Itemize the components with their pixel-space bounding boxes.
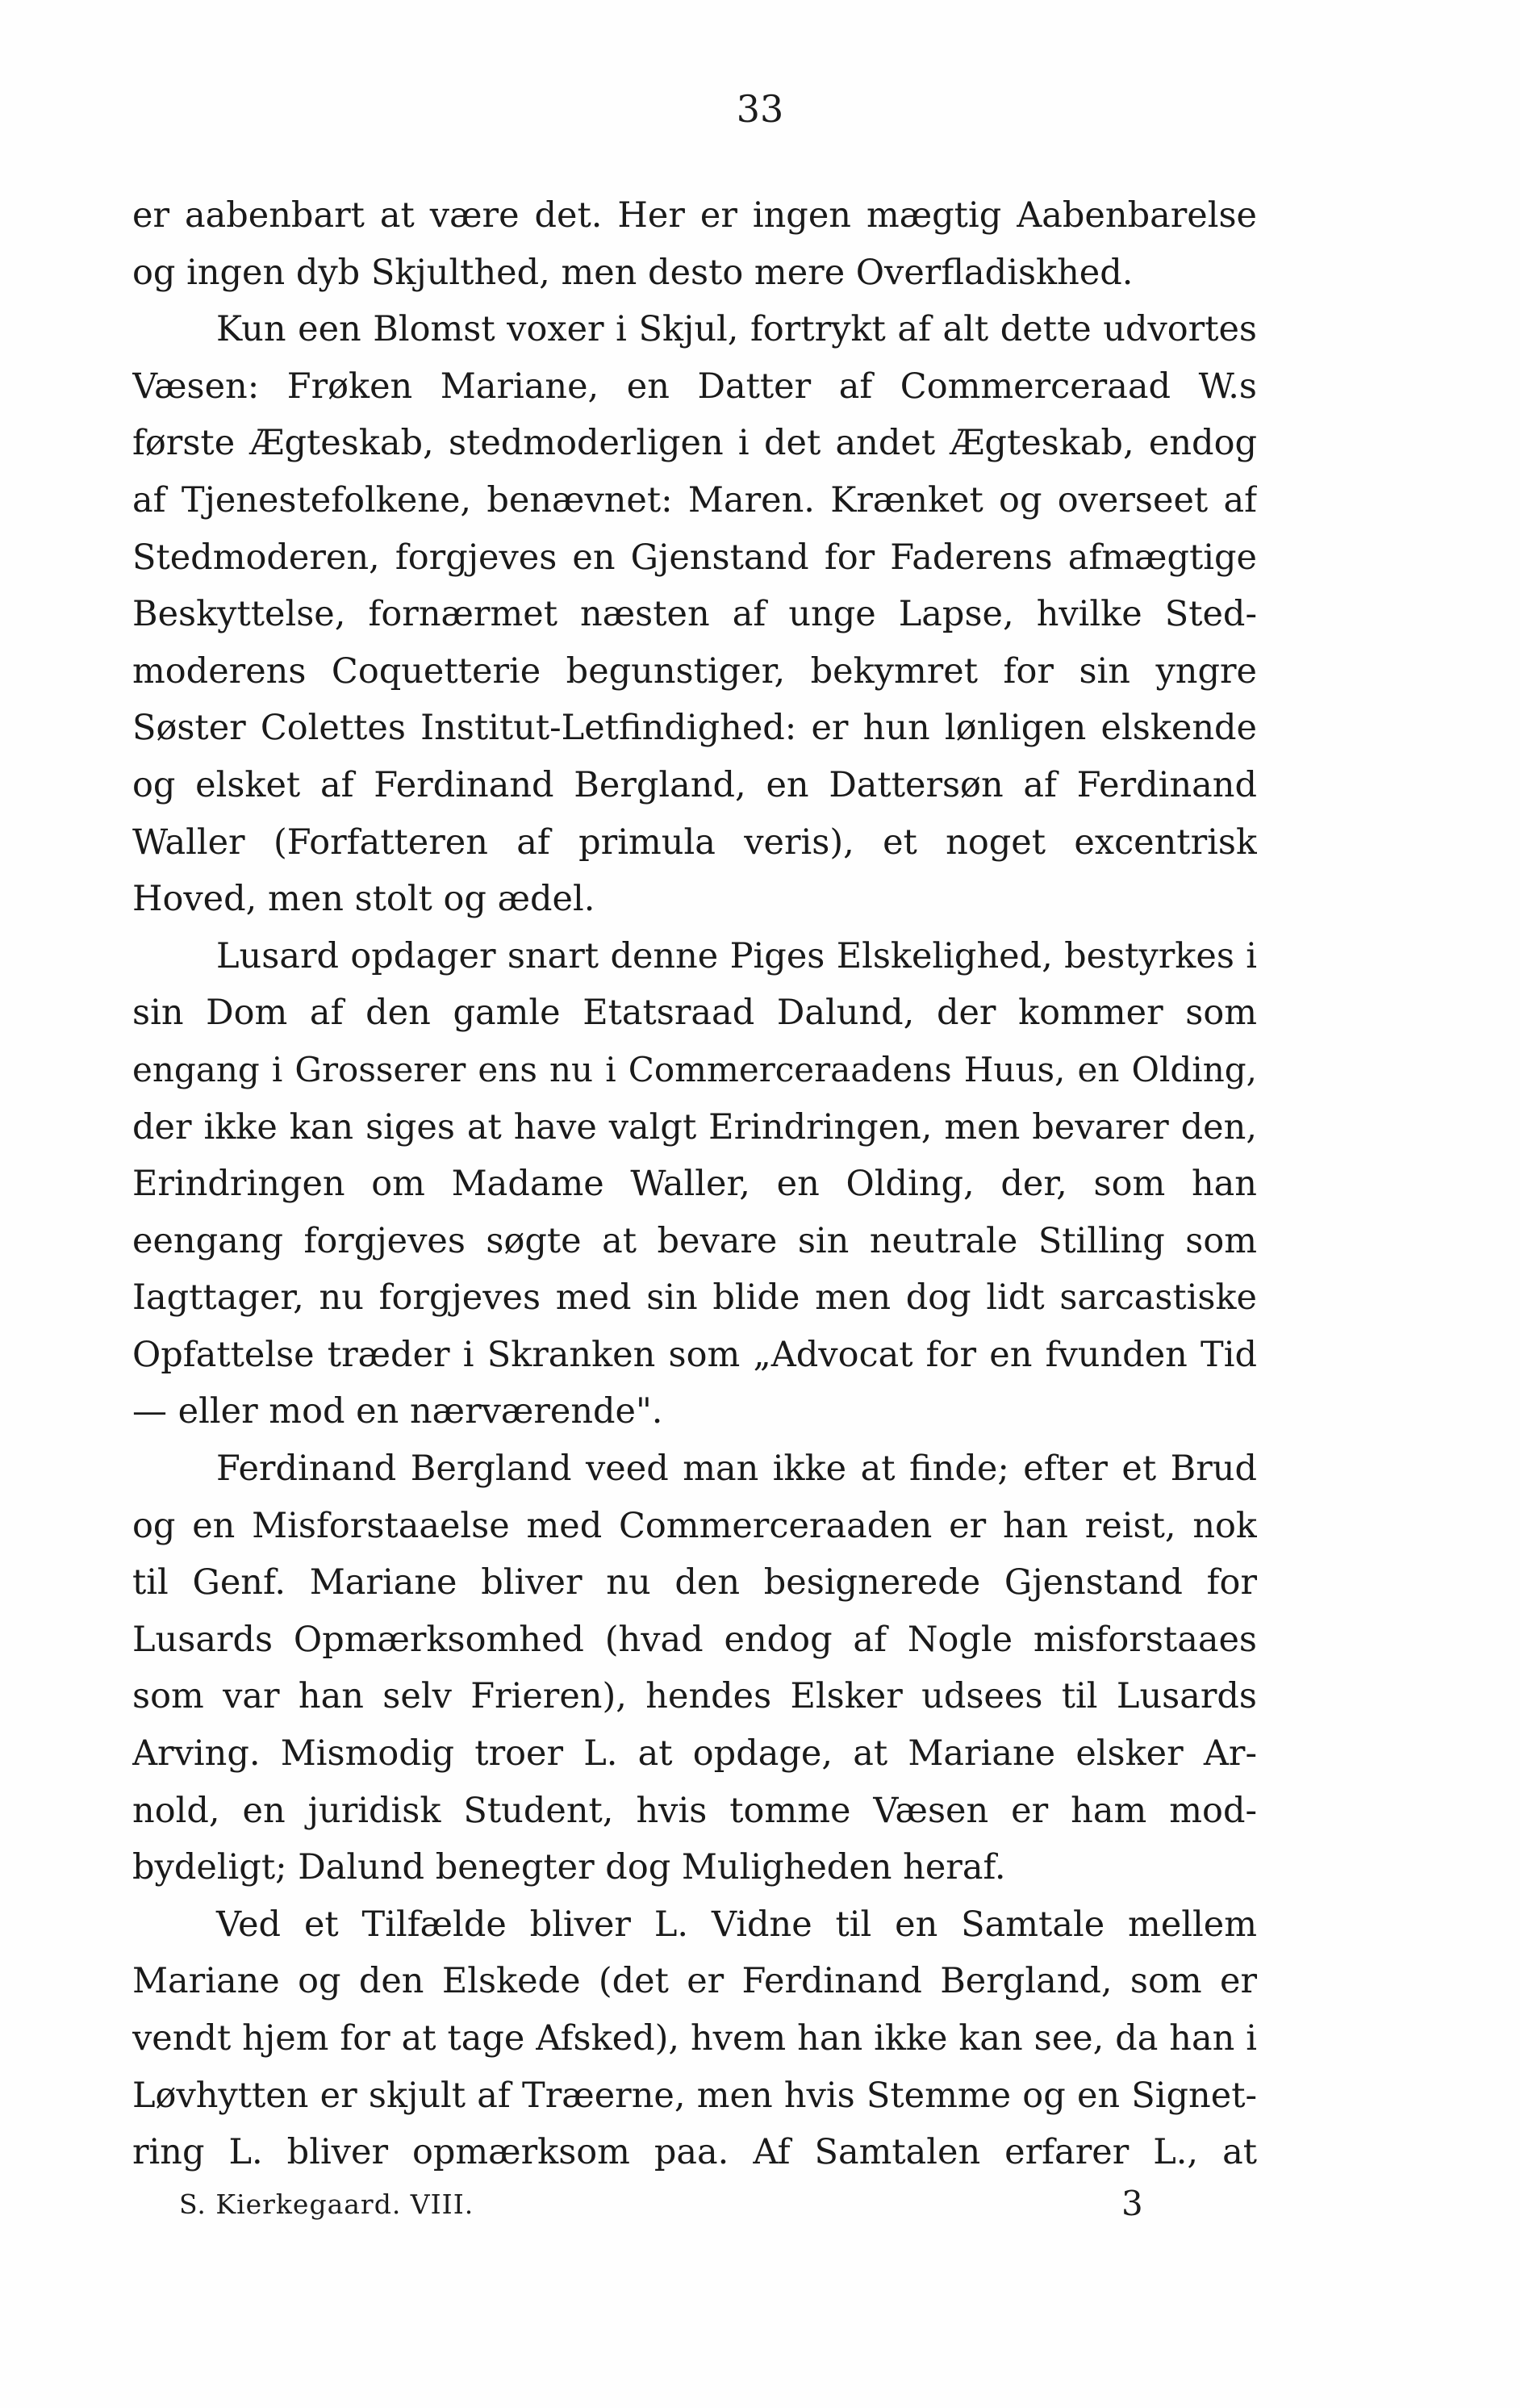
text-line: Mariane og den Elskede (det er Ferdinand Bergland, som er [132,1961,1257,2002]
text-line: Løvhytten er skjult af Træerne, men hvis Stemme og en Signet- [132,2075,1257,2116]
text-line: engang i Grosserer ens nu i Commerceraadens Huus, en Olding, [132,1049,1257,1089]
text-line: Arving. Mismodig troer L. at opdage, at Mariane elsker Ar- [132,1733,1257,1775]
text-line: ring L. bliver opmærksom paa. Af Samtalen erfarer L., at [132,2132,1257,2173]
text-line: moderens Coquetterie begunstiger, bekymret for sin yngre [132,650,1257,692]
text-line: som var han selv Frieren), hendes Elsker udsees til Lusards [132,1676,1257,1717]
text-line: eengang forgjeves søgte at bevare sin neutrale Stilling som [132,1220,1257,1261]
text-line: og ingen dyb Skjulthed, men desto mere Overfladiskhed. [132,252,1134,293]
text-line: Lusards Opmærksomhed (hvad endog af Nogle misforstaaes [132,1619,1257,1660]
text-line: Væsen: Frøken Mariane, en Datter af Commerceraad W.s [132,366,1257,407]
text-line: Stedmoderen, forgjeves en Gjenstand for Faderens afmægtige [132,537,1257,578]
text-line: Ferdinand Bergland veed man ikke at finde; efter et Brud [216,1449,1257,1490]
text-line: Ved et Tilfælde bliver L. Vidne til en Samtale mellem [216,1904,1257,1945]
text-line: vendt hjem for at tage Afsked), hvem han ikke kan see, da han i [132,2018,1257,2059]
text-line: bydeligt; Dalund benegter dog Muligheden heraf. [132,1847,1006,1888]
text-line: til Genf. Mariane bliver nu den besignerede Gjenstand for [132,1562,1257,1603]
text-line: Hoved, men stolt og ædel. [132,879,595,920]
text-line: nold, en juridisk Student, hvis tomme Væsen er ham mod- [132,1790,1257,1831]
text-line: Beskyttelse, fornærmet næsten af unge Lapse, hvilke Sted- [132,594,1257,635]
page-number: 33 [736,87,784,131]
footer-sheet-number: 3 [1121,2184,1143,2223]
text-line: af Tjenestefolkene, benævnet: Maren. Krænket og overseet af [132,479,1257,520]
text-line: Iagttager, nu forgjeves med sin blide men dog lidt sarcastiske [132,1277,1257,1319]
text-line: og elsket af Ferdinand Bergland, en Dattersøn af Ferdinand [132,764,1257,805]
text-line: Opfattelse træder i Skranken som „Advocat for en fvunden Tid [132,1334,1257,1375]
text-line: Lusard opdager snart denne Piges Elskelighed, bestyrkes i [216,935,1257,976]
text-line: og en Misforstaaelse med Commerceraaden er han reist, nok [132,1505,1257,1546]
text-line: første Ægteskab, stedmoderligen i det andet Ægteskab, endog [132,423,1257,464]
text-line: der ikke kan siges at have valgt Erindringen, men bevarer den, [132,1106,1257,1148]
text-line: sin Dom af den gamle Etatsraad Dalund, der kommer som [132,993,1257,1034]
body-text [132,187,1257,2181]
text-line: — eller mod en nærværende". [132,1391,663,1432]
text-line: Søster Colettes Institut-Letfindighed: er hun lønligen elskende [132,708,1257,749]
footer-signature: S. Kierkegaard. VIII. [179,2189,474,2220]
text-line: Erindringen om Madame Waller, en Olding, der, som han [132,1164,1257,1205]
text-line: Kun een Blomst voxer i Skjul, fortrykt af alt dette udvortes [216,309,1257,350]
text-line: Waller (Forfatteren af primula veris), et noget excentrisk [132,821,1257,863]
text-line: er aabenbart at være det. Her er ingen mægtig Aabenbarelse [132,195,1257,236]
